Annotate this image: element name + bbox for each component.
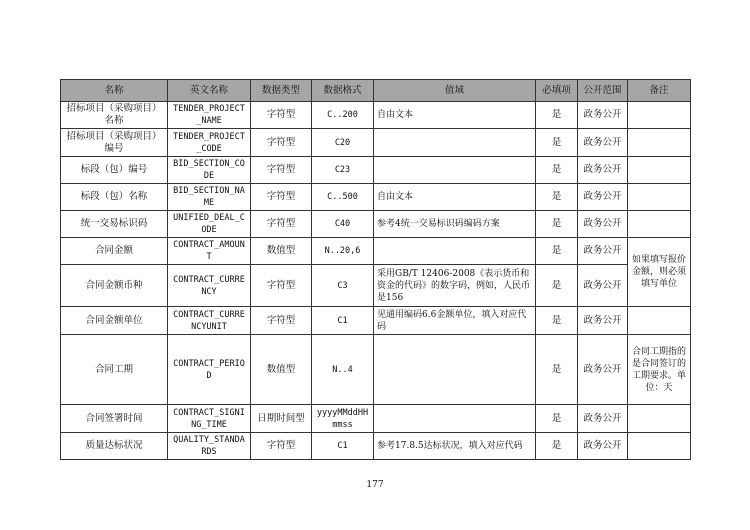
cell-required: 是 [536, 238, 578, 265]
cell-value-domain: 采用GB/T 12406-2008《表示货币和资金的代码》的数字码，例如，人民币是156 [374, 265, 536, 307]
cell-disclosure-scope: 政务公开 [578, 238, 628, 265]
cell-data-type: 数值型 [251, 238, 312, 265]
cell-required: 是 [536, 102, 578, 129]
cell-required: 是 [536, 157, 578, 184]
cell-name: 标段（包）编号 [61, 157, 168, 184]
table-row [61, 265, 691, 307]
cell-remarks-period-note: 合同工期指的是合同签订的工期要求。单位：天 [628, 335, 691, 405]
cell-name: 合同金额 [61, 238, 168, 265]
cell-remarks [628, 102, 691, 129]
cell-english-name: CONTRACT_PERIOD [168, 335, 251, 405]
cell-name: 合同金额币种 [61, 265, 168, 307]
cell-required: 是 [536, 129, 578, 157]
cell-remarks [628, 307, 691, 335]
table-row [61, 335, 691, 405]
cell-data-type: 字符型 [251, 102, 312, 129]
cell-english-name: CONTRACT_CURRENCY [168, 265, 251, 307]
cell-disclosure-scope: 政务公开 [578, 102, 628, 129]
cell-english-name: BID_SECTION_NAME [168, 184, 251, 211]
cell-data-type: 字符型 [251, 307, 312, 335]
cell-value-domain: 自由文本 [374, 102, 536, 129]
cell-english-name: BID_SECTION_CODE [168, 157, 251, 184]
cell-remarks [628, 184, 691, 211]
cell-name: 标段（包）名称 [61, 184, 168, 211]
cell-data-format: C40 [312, 211, 374, 238]
cell-value-domain [374, 335, 536, 405]
cell-data-format: C1 [312, 307, 374, 335]
cell-data-type: 字符型 [251, 184, 312, 211]
cell-data-format: C20 [312, 129, 374, 157]
table-row [61, 211, 691, 238]
cell-data-format: C1 [312, 433, 374, 460]
cell-name: 合同签署时间 [61, 405, 168, 433]
cell-disclosure-scope: 政务公开 [578, 211, 628, 238]
cell-data-type: 字符型 [251, 433, 312, 460]
cell-name: 招标项目（采购项目）编号 [61, 129, 168, 157]
cell-english-name: UNIFIED_DEAL_CODE [168, 211, 251, 238]
cell-data-type: 字符型 [251, 265, 312, 307]
cell-required: 是 [536, 335, 578, 405]
cell-value-domain: 参考17.8.5达标状况，填入对应代码 [374, 433, 536, 460]
cell-data-type: 字符型 [251, 211, 312, 238]
cell-disclosure-scope: 政务公开 [578, 265, 628, 307]
cell-remarks-amount-note: 如果填写报价金额，则必须填写单位 [628, 238, 691, 307]
cell-data-format: N..20,6 [312, 238, 374, 265]
cell-data-format: C..500 [312, 184, 374, 211]
cell-remarks [628, 405, 691, 433]
table-row [61, 157, 691, 184]
cell-value-domain: 参考4统一交易标识码编码方案 [374, 211, 536, 238]
cell-english-name: CONTRACT_SIGNING_TIME [168, 405, 251, 433]
cell-value-domain [374, 129, 536, 157]
cell-data-format: C..200 [312, 102, 374, 129]
cell-data-format: C3 [312, 265, 374, 307]
cell-data-type: 日期时间型 [251, 405, 312, 433]
page-number: 177 [366, 480, 384, 490]
cell-data-format: yyyyMMddHHmmss [312, 405, 374, 433]
cell-data-type: 字符型 [251, 157, 312, 184]
cell-value-domain [374, 405, 536, 433]
cell-disclosure-scope: 政务公开 [578, 405, 628, 433]
cell-value-domain [374, 157, 536, 184]
cell-name: 合同工期 [61, 335, 168, 405]
cell-disclosure-scope: 政务公开 [578, 129, 628, 157]
cell-name: 质量达标状况 [61, 433, 168, 460]
cell-remarks [628, 433, 691, 460]
cell-required: 是 [536, 265, 578, 307]
cell-disclosure-scope: 政务公开 [578, 335, 628, 405]
cell-remarks [628, 211, 691, 238]
table-row [61, 238, 691, 265]
table-row [61, 184, 691, 211]
cell-english-name: CONTRACT_AMOUNT [168, 238, 251, 265]
cell-data-type: 数值型 [251, 335, 312, 405]
cell-english-name: TENDER_PROJECT_CODE [168, 129, 251, 157]
table-row [61, 433, 691, 460]
table-row [61, 102, 691, 129]
table-row [61, 307, 691, 335]
cell-data-format: N..4 [312, 335, 374, 405]
cell-required: 是 [536, 184, 578, 211]
cell-english-name: TENDER_PROJECT_NAME [168, 102, 251, 129]
header-english-name: 英文名称 [168, 80, 251, 102]
header-disclosure-scope: 公开范围 [578, 80, 628, 102]
data-element-table [60, 79, 691, 460]
cell-value-domain: 见通用编码6.6金额单位，填入对应代码 [374, 307, 536, 335]
cell-english-name: QUALITY_STANDARDS [168, 433, 251, 460]
cell-value-domain [374, 238, 536, 265]
table-row [61, 129, 691, 157]
cell-required: 是 [536, 433, 578, 460]
cell-english-name: CONTRACT_CURRENCYUNIT [168, 307, 251, 335]
table-header-row [61, 80, 691, 102]
cell-disclosure-scope: 政务公开 [578, 157, 628, 184]
cell-name: 合同金额单位 [61, 307, 168, 335]
cell-name: 招标项目（采购项目）名称 [61, 102, 168, 129]
cell-data-format: C23 [312, 157, 374, 184]
cell-required: 是 [536, 211, 578, 238]
cell-disclosure-scope: 政务公开 [578, 184, 628, 211]
header-name: 名称 [61, 80, 168, 102]
cell-disclosure-scope: 政务公开 [578, 307, 628, 335]
header-data-type: 数据类型 [251, 80, 312, 102]
cell-required: 是 [536, 405, 578, 433]
header-data-format: 数据格式 [312, 80, 374, 102]
cell-remarks [628, 157, 691, 184]
cell-value-domain: 自由文本 [374, 184, 536, 211]
cell-name: 统一交易标识码 [61, 211, 168, 238]
cell-required: 是 [536, 307, 578, 335]
header-required: 必填项 [536, 80, 578, 102]
table-row [61, 405, 691, 433]
header-value-domain: 值域 [374, 80, 536, 102]
header-remarks: 备注 [628, 80, 691, 102]
cell-disclosure-scope: 政务公开 [578, 433, 628, 460]
cell-remarks [628, 129, 691, 157]
cell-data-type: 字符型 [251, 129, 312, 157]
